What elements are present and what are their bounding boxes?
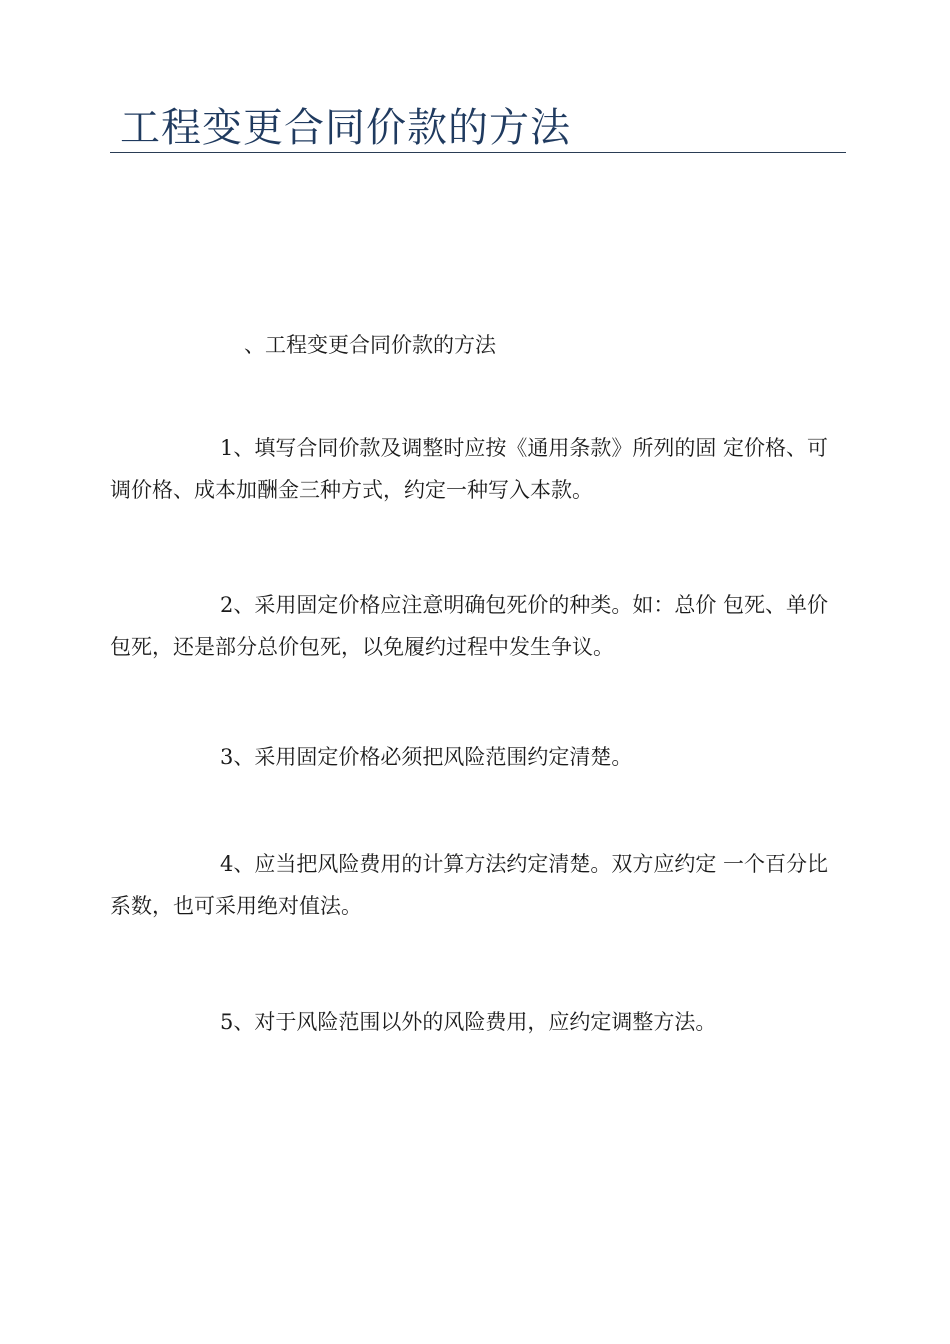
paragraph-5: 5、对于风险范围以外的风险费用，应约定调整方法。: [220, 1010, 717, 1034]
paragraph-2: 2、采用固定价格应注意明确包死价的种类。如：总价 包死、单价包死，还是部分总价包死，以免履约过程中发生争议。: [110, 593, 829, 659]
title-block: [110, 100, 846, 153]
paragraph-1: 1、填写合同价款及调整时应按《通用条款》所列的固 定价格、可调价格、成本加酬金三种方式，约定一种写入本款。: [110, 436, 829, 502]
paragraph-3: 3、采用固定价格必须把风险范围约定清楚。: [220, 745, 633, 769]
document-title: 工程变更合同价款的方法: [120, 105, 571, 151]
paragraph-4: 4、应当把风险费用的计算方法约定清楚。双方应约定 一个百分比系数，也可采用绝对值法。: [110, 852, 829, 918]
section-heading: 、工程变更合同价款的方法: [244, 333, 496, 357]
